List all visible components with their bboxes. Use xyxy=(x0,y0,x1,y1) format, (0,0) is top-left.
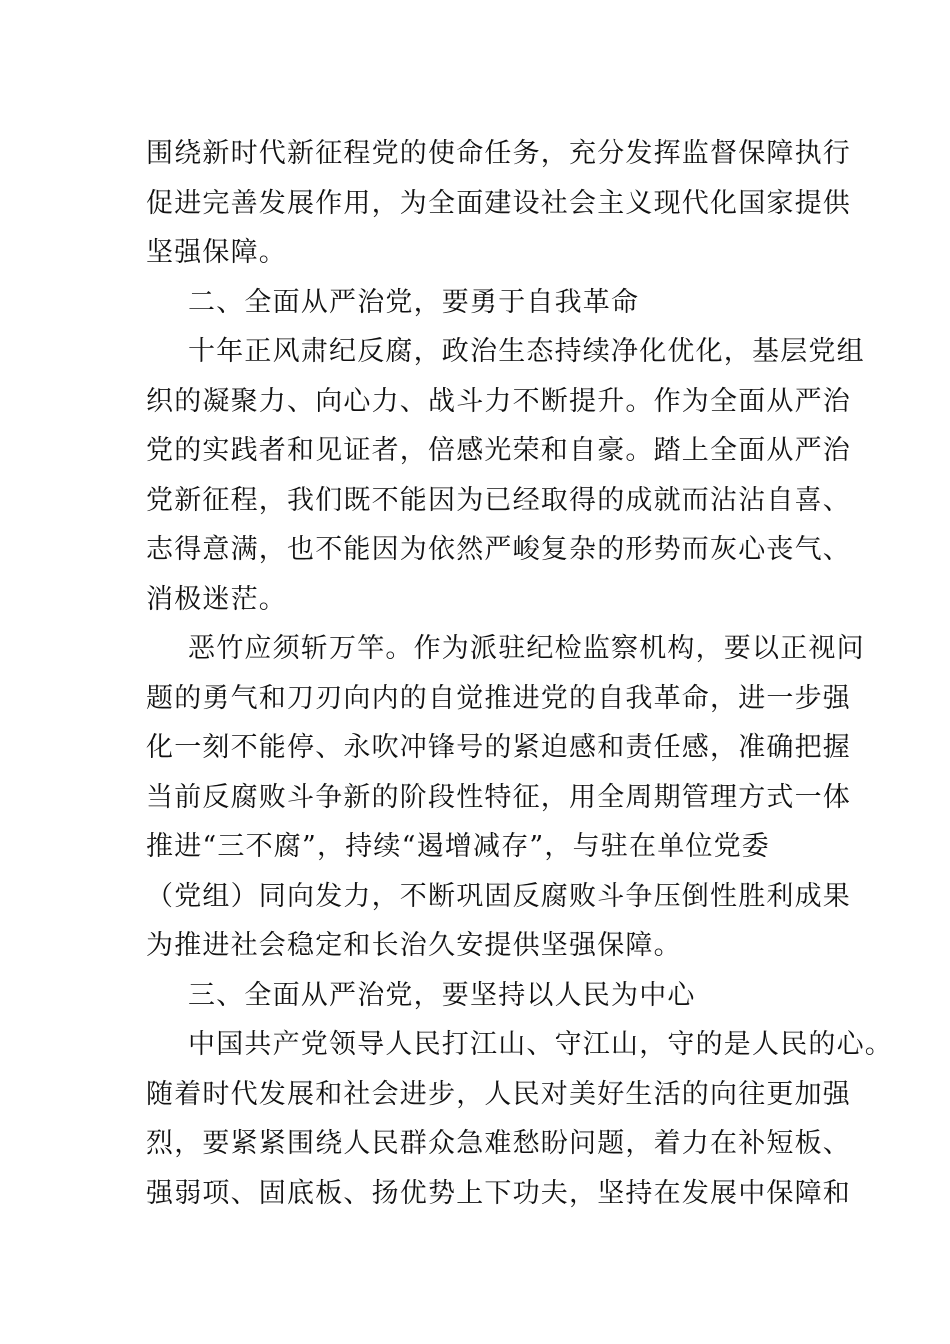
document-body xyxy=(146,129,893,1218)
text-line: 烈，要紧紧围绕人民群众急难愁盼问题，着力在补短板、 xyxy=(146,1128,851,1159)
text-line: （党组）同向发力，不断巩固反腐败斗争压倒性胜利成果 xyxy=(146,880,851,912)
text-line: 随着时代发展和社会进步，人民对美好生活的向往更加强 xyxy=(146,1078,851,1110)
text-line: 志得意满，也不能因为依然严峻复杂的形势而灰心丧气、 xyxy=(146,534,851,565)
text-line: 坚强保障。 xyxy=(146,237,287,268)
text-line: 织的凝聚力、向心力、战斗力不断提升。作为全面从严治 xyxy=(146,385,851,417)
section-heading: 三、全面从严治党，要坚持以人民为中心 xyxy=(188,979,696,1011)
text-line: 围绕新时代新征程党的使命任务，充分发挥监督保障执行 xyxy=(146,138,851,169)
text-line: 化一刻不能停、永吹冲锋号的紧迫感和责任感，准确把握 xyxy=(146,732,851,763)
text-line: 题的勇气和刀刃向内的自觉推进党的自我革命，进一步强 xyxy=(146,682,851,714)
text-line: 促进完善发展作用，为全面建设社会主义现代化国家提供 xyxy=(146,187,851,219)
text-line: 恶竹应须斩万竿。作为派驻纪检监察机构，要以正视问 xyxy=(188,633,865,664)
text-line: 推进“三不腐”，持续“遏增减存”，与驻在单位党委 xyxy=(146,831,771,862)
section-heading: 二、全面从严治党，要勇于自我革命 xyxy=(188,286,640,318)
text-line: 当前反腐败斗争新的阶段性特征，用全周期管理方式一体 xyxy=(146,781,851,813)
text-line: 消极迷茫。 xyxy=(146,583,287,615)
text-line: 强弱项、固底板、扬优势上下功夫，坚持在发展中保障和 xyxy=(146,1177,851,1209)
text-line: 党新征程，我们既不能因为已经取得的成就而沾沾自喜、 xyxy=(146,484,851,516)
text-line: 十年正风肃纪反腐，政治生态持续净化优化，基层党组 xyxy=(188,336,865,367)
text-line: 党的实践者和见证者，倍感光荣和自豪。踏上全面从严治 xyxy=(146,435,851,466)
text-line: 中国共产党领导人民打江山、守江山，守的是人民的心。 xyxy=(188,1029,893,1060)
text-line: 为推进社会稳定和长治久安提供坚强保障。 xyxy=(146,930,682,961)
